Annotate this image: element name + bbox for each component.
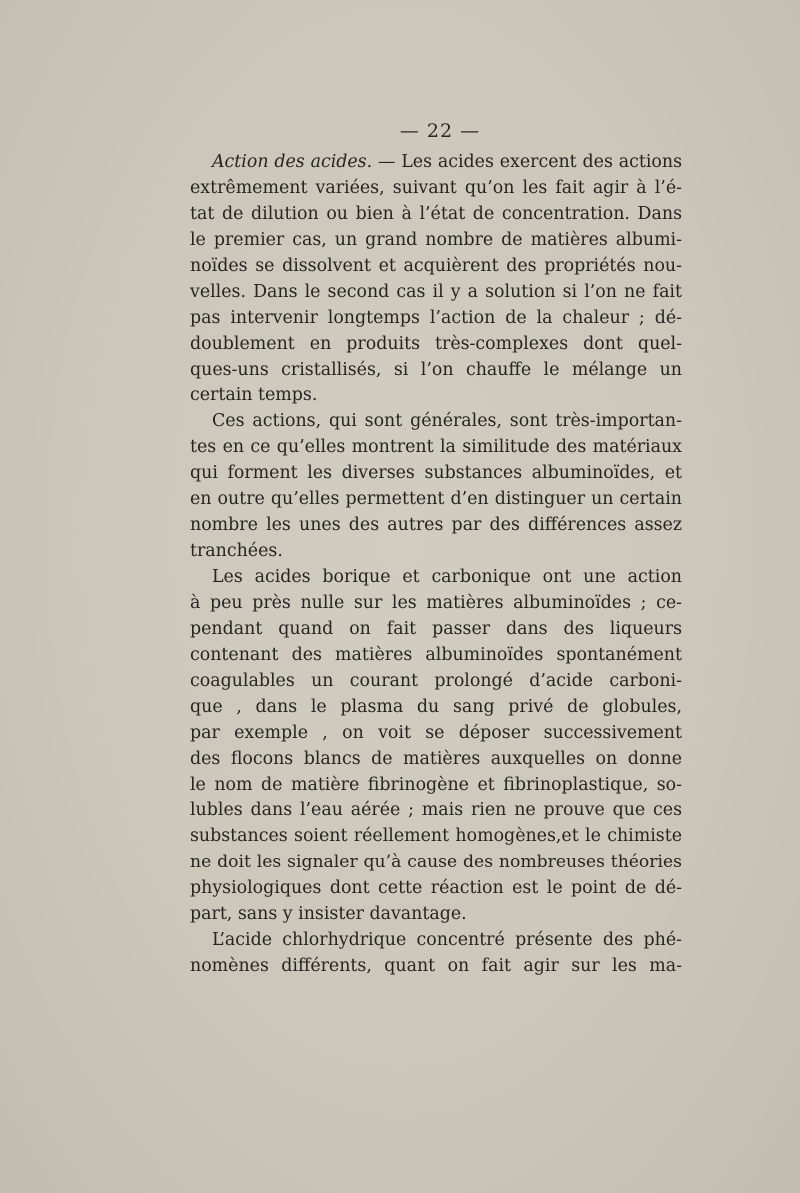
text-line: tranchées. bbox=[190, 541, 283, 562]
text-line: nomènes différents, quant on fait agir sur les ma- bbox=[190, 956, 682, 977]
paragraph-acide-chlorhydrique bbox=[190, 928, 682, 980]
text-line-content: — Les acides exercent des actions bbox=[372, 152, 682, 172]
text-line: ques-uns cristallisés, si l’on chauffe le mélange un bbox=[190, 359, 682, 380]
text-line: que , dans le plasma du sang privé de globules, bbox=[190, 696, 682, 717]
text-line: certain temps. bbox=[190, 385, 318, 406]
text-line: extrêmement variées, suivant qu’on les fait agir à l’é- bbox=[190, 177, 682, 198]
text-line: L’acide chlorhydrique concentré présente des phé- bbox=[212, 930, 682, 951]
text-line: qui forment les diverses substances albuminoïdes, et bbox=[190, 463, 682, 484]
text-line: pas intervenir longtemps l’action de la chaleur ; dé- bbox=[190, 307, 682, 328]
text-line: par exemple , on voit se déposer successivement bbox=[190, 722, 682, 743]
text-line: doublement en produits très-complexes dont quel- bbox=[190, 333, 682, 354]
section-title: Action des acides. bbox=[212, 152, 373, 172]
paragraph-acides-borique-carbonique bbox=[190, 565, 682, 928]
text-line: noïdes se dissolvent et acquièrent des propriétés nou- bbox=[190, 255, 682, 276]
text-line: tes en ce qu’elles montrent la similitude des matériaux bbox=[190, 437, 682, 458]
text-line: ne doit les signaler qu’à cause des nombreuses théories bbox=[190, 852, 682, 873]
text-line: Ces actions, qui sont générales, sont très-importan- bbox=[212, 411, 682, 432]
paragraph-ces-actions bbox=[190, 409, 682, 565]
text-line: pendant quand on fait passer dans des liqueurs bbox=[190, 618, 682, 639]
page-number: — 22 — bbox=[399, 120, 481, 142]
text-line: physiologiques dont cette réaction est le point de dé- bbox=[190, 878, 682, 899]
body-text bbox=[190, 150, 682, 980]
text-line: contenant des matières albuminoïdes spontanément bbox=[190, 644, 682, 665]
text-line: des flocons blancs de matières auxquelles on donne bbox=[190, 748, 682, 769]
text-line: substances soient réellement homogènes,et le chimiste bbox=[190, 826, 682, 847]
paragraph-action-des-acides bbox=[190, 150, 682, 409]
text-line: le premier cas, un grand nombre de matières albumi- bbox=[190, 229, 682, 250]
text-line: lubles dans l’eau aérée ; mais rien ne prouve que ces bbox=[190, 800, 682, 821]
text-line: velles. Dans le second cas il y a solution si l’on ne fait bbox=[190, 281, 682, 302]
text-line: Les acides borique et carbonique ont une action bbox=[212, 567, 682, 587]
text-line bbox=[190, 150, 682, 176]
text-line: nombre les unes des autres par des différences assez bbox=[190, 515, 682, 536]
text-line: tat de dilution ou bien à l’état de concentration. Dans bbox=[190, 203, 682, 224]
text-line: en outre qu’elles permettent d’en distinguer un certain bbox=[190, 489, 682, 510]
text-line: part, sans y insister davantage. bbox=[190, 904, 467, 925]
text-line: coagulables un courant prolongé d’acide carboni- bbox=[190, 670, 682, 691]
text-line: à peu près nulle sur les matières albuminoïdes ; ce- bbox=[190, 592, 682, 613]
text-line: le nom de matière fibrinogène et fibrinoplastique, so- bbox=[190, 774, 682, 795]
